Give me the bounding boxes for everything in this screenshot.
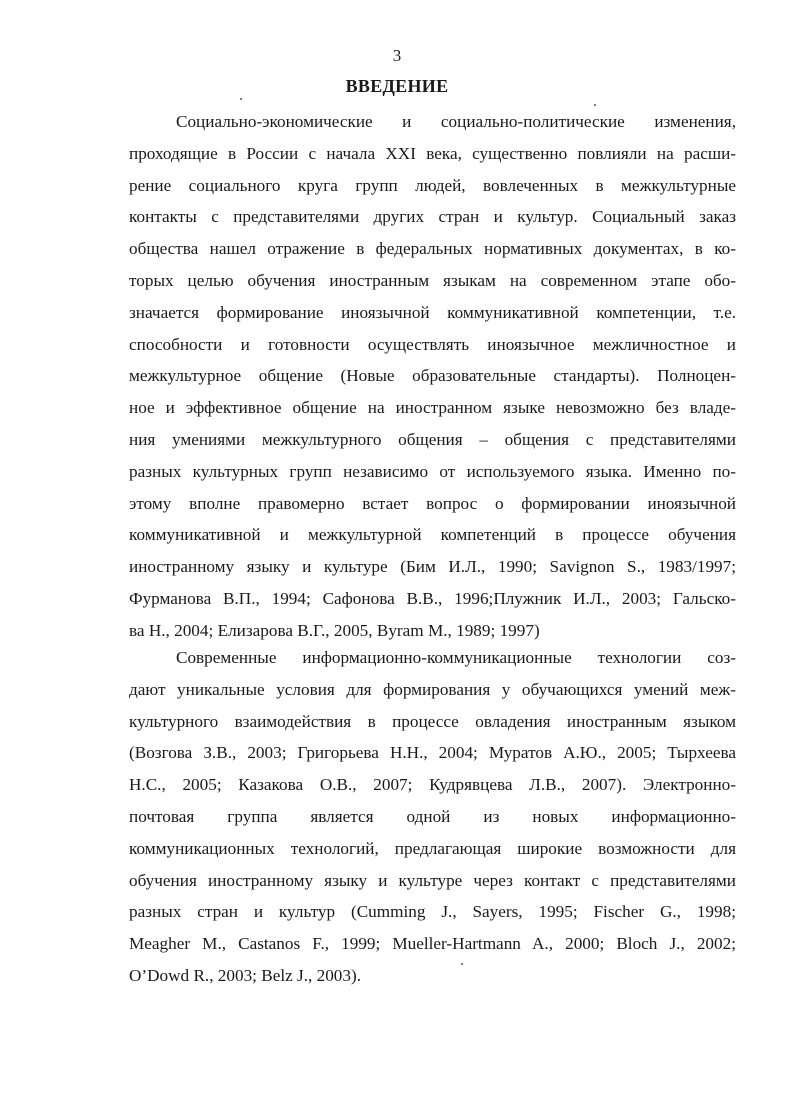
- scan-speck: [594, 104, 596, 106]
- section-heading: ВВЕДЕНИЕ: [345, 76, 449, 96]
- text-line: разных стран и культур (Cumming J., Sayers, 1995; Fischer G., 1998;: [129, 902, 736, 922]
- text-line: дают уникальные условия для формирования у обучающихся умений меж-: [129, 679, 736, 699]
- text-line: межкультурное общение (Новые образовательные стандарты). Полноцен-: [129, 366, 736, 386]
- text-line: O’Dowd R., 2003; Belz J., 2003).: [129, 965, 362, 985]
- text-line: способности и готовности осуществлять иноязычное межличностное и: [129, 334, 736, 354]
- text-line: торых целью обучения иностранным языкам на современном этапе обо-: [129, 270, 736, 290]
- scan-speck: [461, 963, 463, 965]
- text-line: Н.С., 2005; Казакова О.В., 2007; Кудрявцева Л.В., 2007). Электронно-: [129, 775, 736, 795]
- text-line: Современные информационно-коммуникационные технологии соз-: [176, 648, 736, 667]
- page-number: 3: [392, 46, 402, 65]
- text-line: обучения иностранному языку и культуре через контакт с представителями: [129, 870, 736, 890]
- text-line: этому вполне правомерно встает вопрос о формировании иноязычной: [129, 493, 736, 513]
- text-line: общества нашел отражение в федеральных нормативных документах, в ко-: [129, 239, 736, 259]
- text-line: Фурманова В.П., 1994; Сафонова В.В., 1996;Плужник И.Л., 2003; Гальско-: [129, 588, 736, 608]
- text-line: почтовая группа является одной из новых информационно-: [129, 806, 736, 826]
- text-line: культурного взаимодействия в процессе овладения иностранным языком: [129, 711, 736, 731]
- text-line: иностранному языку и культуре (Бим И.Л., 1990; Savignon S., 1983/1997;: [129, 557, 736, 577]
- scan-speck: [240, 98, 242, 100]
- text-line: ва Н., 2004; Елизарова В.Г., 2005, Byram M., 1989; 1997): [129, 620, 540, 640]
- text-line: ное и эффективное общение на иностранном языке невозможно без владе-: [129, 398, 736, 418]
- text-line: (Возгова З.В., 2003; Григорьева Н.Н., 2004; Муратов А.Ю., 2005; Тырхеева: [129, 743, 736, 763]
- text-line: ния умениями межкультурного общения – общения с представителями: [129, 429, 736, 449]
- paragraph: [129, 642, 736, 992]
- text-line: Meagher M., Castanos F., 1999; Mueller-Hartmann A., 2000; Bloch J., 2002;: [129, 934, 736, 954]
- text-line: Социально-экономические и социально-политические изменения,: [176, 112, 736, 131]
- text-line: разных культурных групп независимо от используемого языка. Именно по-: [129, 461, 736, 481]
- text-line: коммуникативной и межкультурной компетенций в процессе обучения: [129, 525, 736, 545]
- text-line: коммуникационных технологий, предлагающая широкие возможности для: [129, 838, 736, 858]
- paragraph: [129, 106, 736, 647]
- text-line: рение социального круга групп людей, вовлеченных в межкультурные: [129, 175, 736, 195]
- text-line: контакты с представителями других стран и культур. Социальный заказ: [129, 207, 736, 227]
- text-line: значается формирование иноязычной коммуникативной компетенции, т.е.: [129, 302, 736, 322]
- text-line: проходящие в России с начала XXI века, существенно повлияли на расши-: [129, 143, 736, 163]
